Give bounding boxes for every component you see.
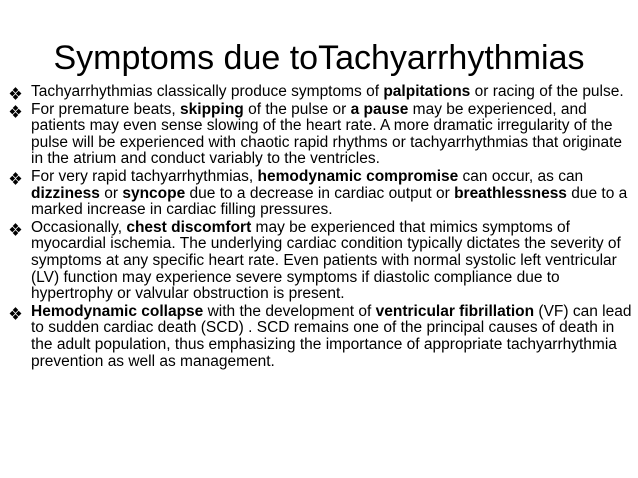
bullet-item xyxy=(8,304,632,370)
emphasized-term: ventricular fibrillation xyxy=(375,302,535,320)
bullet-text xyxy=(31,168,627,218)
diamond-bullet-icon xyxy=(8,172,23,185)
bullet-text-run: For very rapid tachyarrhythmias, xyxy=(31,167,258,185)
emphasized-term: hemodynamic compromise xyxy=(257,167,459,185)
bullet-text-run: can occur, as can xyxy=(458,167,584,185)
emphasized-term: chest discomfort xyxy=(126,218,252,236)
bullet-text-run: of the pulse or xyxy=(243,100,351,118)
bullet-text-run: For premature beats, xyxy=(31,100,181,118)
emphasized-term: Hemodynamic collapse xyxy=(31,302,204,320)
bullet-text-run: or racing of the pulse. xyxy=(470,83,624,100)
bullet-text-run: due to a decrease in cardiac output or xyxy=(185,184,455,202)
bullet-text-run: (VF) can lead to sudden cardiac death (SCD) . SCD remains one of the principal causes of death in the adult population, thus emphasizing the importance of appropriate tachyarrhythmia prevention as well as management. xyxy=(31,302,632,370)
bullet-list xyxy=(8,84,632,370)
slide-title: Symptoms due toTachyarrhythmias xyxy=(53,39,585,77)
bullet-text-run: Tachyarrhythmias classically produce symptoms of xyxy=(31,83,384,100)
bullet-text-run: Occasionally, xyxy=(31,218,127,236)
emphasized-term: palpitations xyxy=(383,83,471,100)
bullet-text xyxy=(31,83,624,100)
bullet-item xyxy=(8,102,632,168)
bullet-text-run: with the development of xyxy=(203,302,376,320)
emphasized-term: skipping xyxy=(180,100,244,118)
emphasized-term: dizziness xyxy=(31,184,100,202)
emphasized-term: a pause xyxy=(350,100,409,118)
diamond-bullet-icon xyxy=(8,87,23,100)
diamond-bullet-icon xyxy=(8,307,23,320)
bullet-item xyxy=(8,84,632,101)
bullet-text-run: due to a marked increase in cardiac filling pressures. xyxy=(31,184,628,219)
bullet-item xyxy=(8,169,632,219)
bullet-text xyxy=(31,303,631,370)
bullet-text-run: may be experienced that mimics symptoms of myocardial ischemia. The underlying cardiac condition typically dictates the severity of symptoms at any specific heart rate. Even patients with normal systolic left ventricular (LV) function may experience severe symptoms if diastolic compliance due to hypertrophy or valvular obstruction is present. xyxy=(31,218,621,303)
bullet-text-run: or xyxy=(99,184,123,202)
bullet-item xyxy=(8,220,632,303)
diamond-bullet-icon xyxy=(8,223,23,236)
bullet-text xyxy=(31,219,621,302)
diamond-bullet-icon xyxy=(8,105,23,118)
emphasized-term: breathlessness xyxy=(454,184,567,202)
bullet-text-run: may be experienced, and patients may even sense slowing of the heart rate. A more dramatic irregularity of the pulse will be experienced with chaotic rapid rhythms or tachyarrhythmias that originate in the atrium and conduct variably to the ventricles. xyxy=(31,100,623,168)
bullet-text xyxy=(31,101,622,168)
emphasized-term: syncope xyxy=(122,184,186,202)
